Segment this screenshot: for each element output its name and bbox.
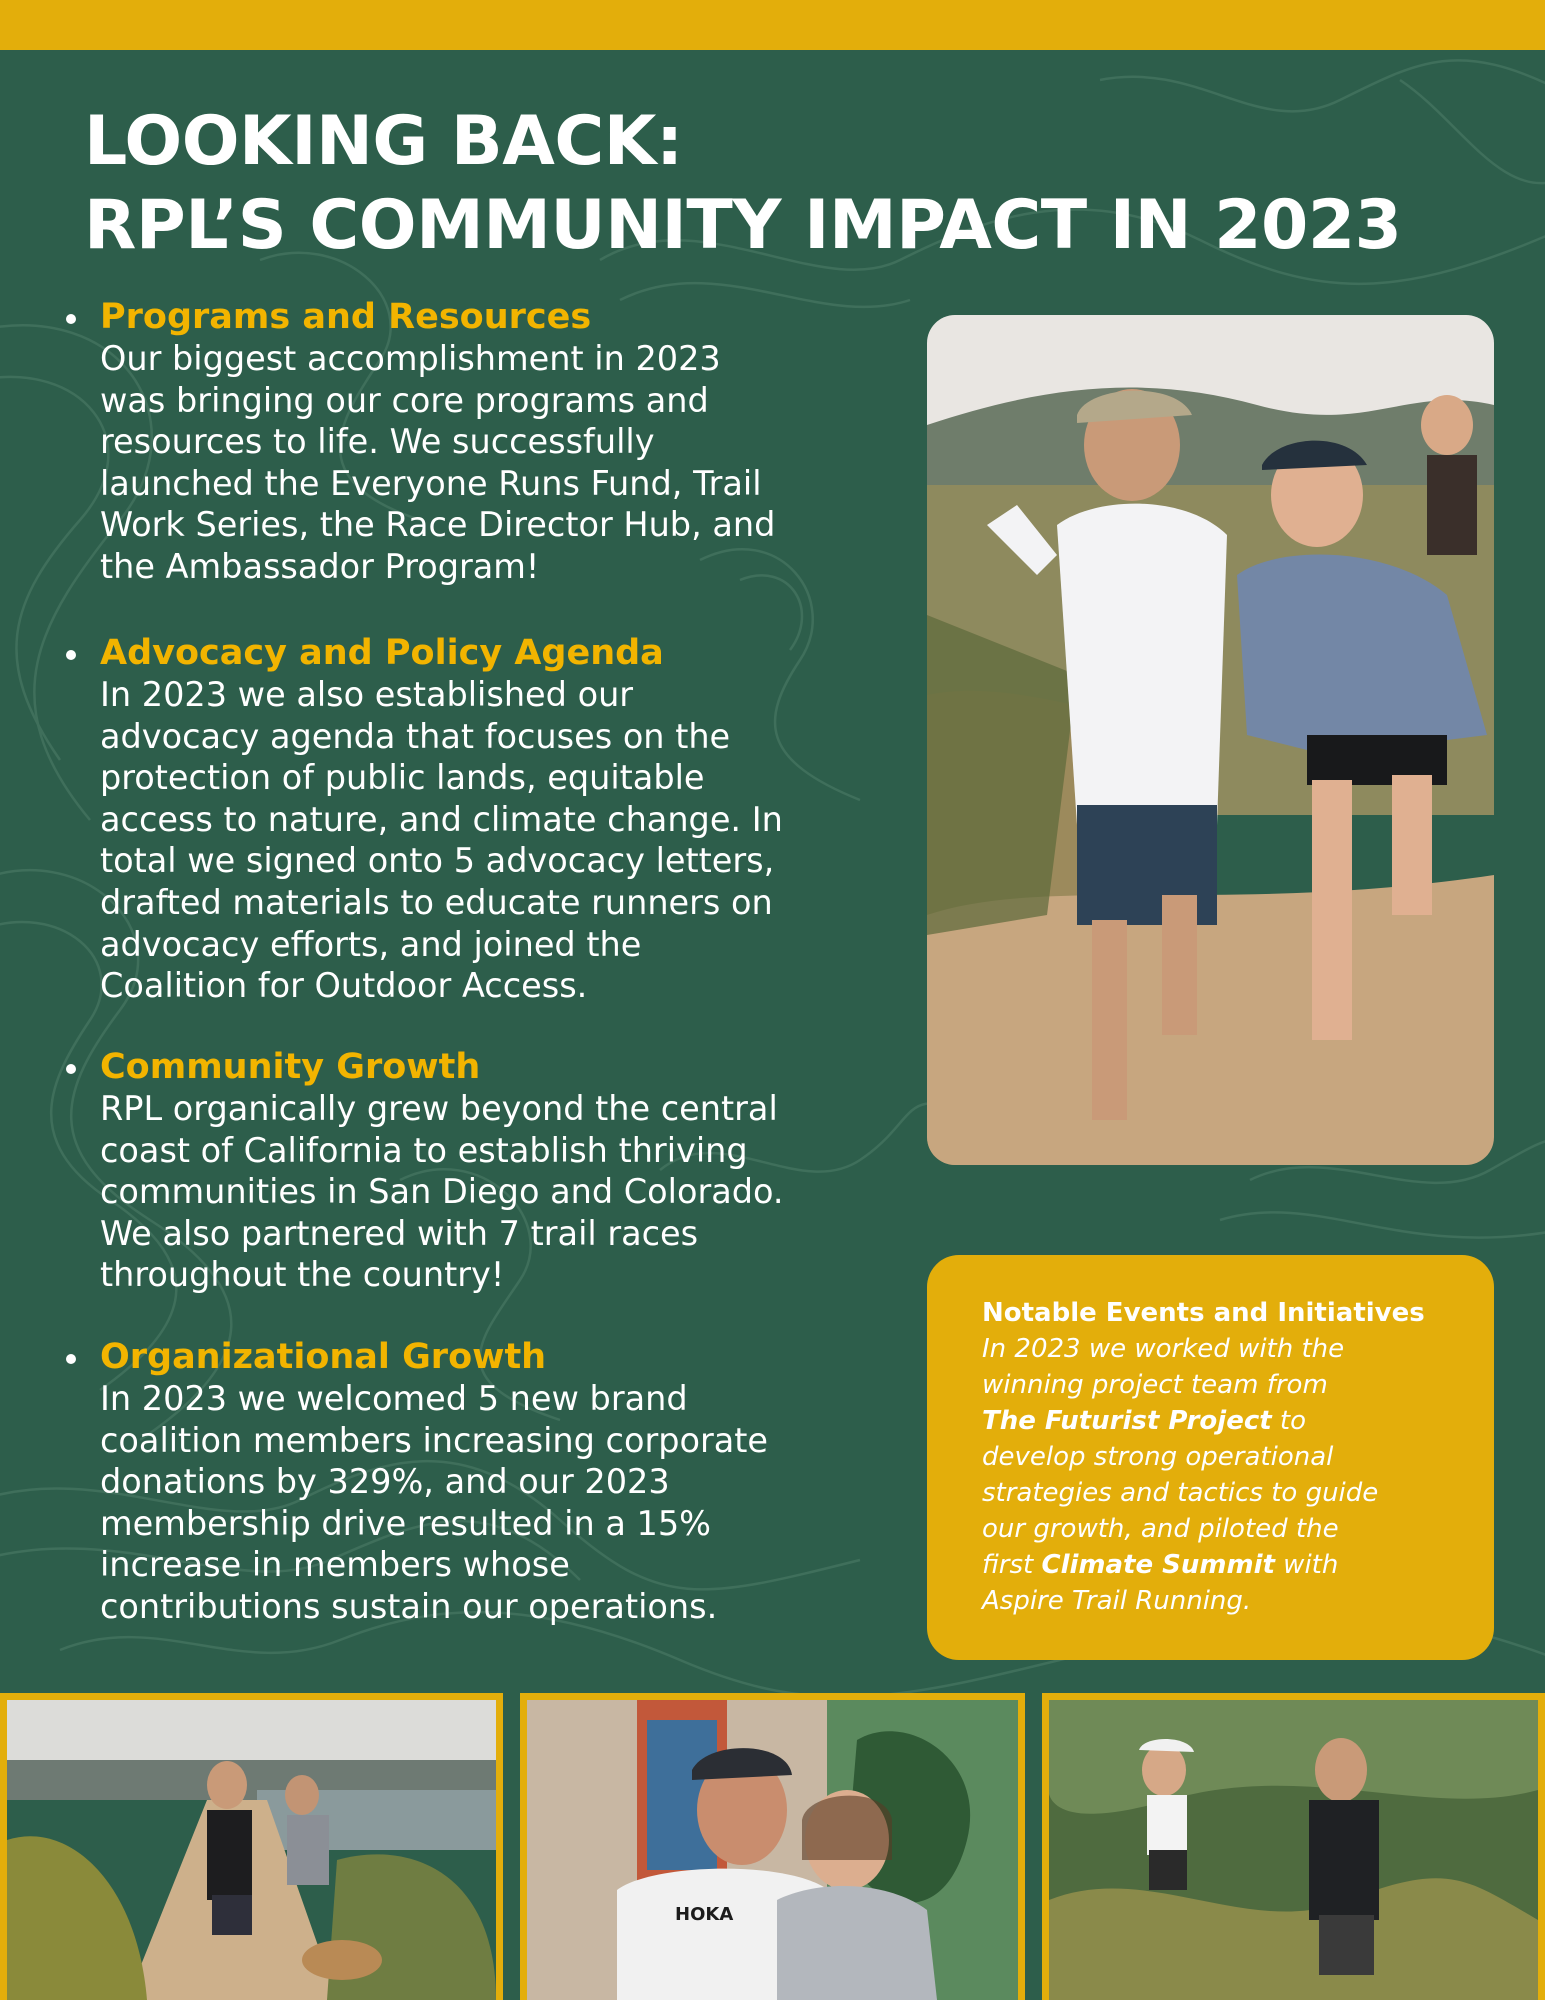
section-body (100, 1088, 870, 1296)
notable-heading: Notable Events and Initiatives (982, 1298, 1425, 1328)
body-line: Work Series, the Race Director Hub, and (100, 505, 776, 545)
notable-line: our growth, and piloted the (982, 1514, 1339, 1544)
body-line: donations by 329%, and our 2023 (100, 1462, 670, 1502)
body-line: resources to life. We successfully (100, 422, 655, 462)
body-line: communities in San Diego and Colorado. (100, 1172, 784, 1212)
section-body (100, 674, 870, 1007)
list-item-programs (60, 296, 870, 588)
notable-events-box (927, 1255, 1494, 1660)
list-item-organizational (60, 1336, 870, 1628)
body-line: contributions sustain our operations. (100, 1586, 718, 1626)
futurist-project-name: The Futurist Project (982, 1406, 1272, 1436)
section-body (100, 338, 870, 588)
body-line: coast of California to establish thriving (100, 1130, 748, 1170)
notable-line-rest: with (1274, 1550, 1339, 1580)
body-line: total we signed onto 5 advocacy letters, (100, 841, 775, 881)
notable-line (982, 1403, 1454, 1439)
page-title (84, 100, 1464, 268)
body-line: drafted materials to educate runners on (100, 882, 773, 922)
notable-line: In 2023 we worked with the (982, 1334, 1345, 1364)
notable-line: Aspire Trail Running. (982, 1586, 1252, 1616)
body-line: coalition members increasing corporate (100, 1420, 769, 1460)
notable-line: strategies and tactics to guide (982, 1478, 1379, 1508)
notable-line: winning project team from (982, 1370, 1328, 1400)
bullet-icon (66, 314, 76, 324)
title-line-2: RPL’S COMMUNITY IMPACT IN 2023 (84, 186, 1402, 265)
body-line: In 2023 we welcomed 5 new brand (100, 1379, 688, 1418)
body-line: increase in members whose (100, 1545, 570, 1585)
body-line: We also partnered with 7 trail races (100, 1213, 699, 1253)
body-line: Our biggest accomplishment in 2023 (100, 339, 721, 378)
notable-body (982, 1331, 1454, 1619)
body-line: Coalition for Outdoor Access. (100, 966, 588, 1006)
notable-line: develop strong operational (982, 1442, 1334, 1472)
body-line: RPL organically grew beyond the central (100, 1089, 778, 1128)
section-heading: Community Growth (100, 1047, 481, 1087)
trail-dog-photo (0, 1693, 503, 2000)
notable-line-rest: to (1271, 1406, 1307, 1436)
section-heading: Programs and Resources (100, 297, 592, 337)
body-line: protection of public lands, equitable (100, 758, 705, 798)
coach-and-runner-photo (520, 1693, 1025, 2000)
forest-runners-photo (1042, 1693, 1545, 2000)
body-line: In 2023 we also established our (100, 675, 634, 714)
runners-photo (927, 315, 1494, 1165)
list-item-advocacy (60, 632, 870, 1007)
top-accent-bar (0, 0, 1545, 50)
body-line: advocacy agenda that focuses on the (100, 716, 731, 756)
notable-line (982, 1547, 1454, 1583)
body-line: membership drive resulted in a 15% (100, 1503, 711, 1543)
bullet-icon (66, 650, 76, 660)
body-line: advocacy efforts, and joined the (100, 924, 642, 964)
list-item-community (60, 1046, 870, 1296)
body-line: was bringing our core programs and (100, 380, 709, 420)
title-line-1: LOOKING BACK: (84, 102, 683, 181)
bullet-icon (66, 1354, 76, 1364)
shirt-logo: HOKA (675, 1904, 734, 1925)
body-line: the Ambassador Program! (100, 546, 540, 586)
body-line: throughout the country! (100, 1255, 505, 1295)
notable-line-start: first (982, 1550, 1042, 1580)
body-line: launched the Everyone Runs Fund, Trail (100, 463, 762, 503)
climate-summit-name: Climate Summit (1041, 1550, 1275, 1580)
bullet-icon (66, 1064, 76, 1074)
section-heading: Organizational Growth (100, 1337, 547, 1377)
body-line: access to nature, and climate change. In (100, 799, 783, 839)
section-heading: Advocacy and Policy Agenda (100, 633, 664, 673)
section-body (100, 1378, 870, 1628)
